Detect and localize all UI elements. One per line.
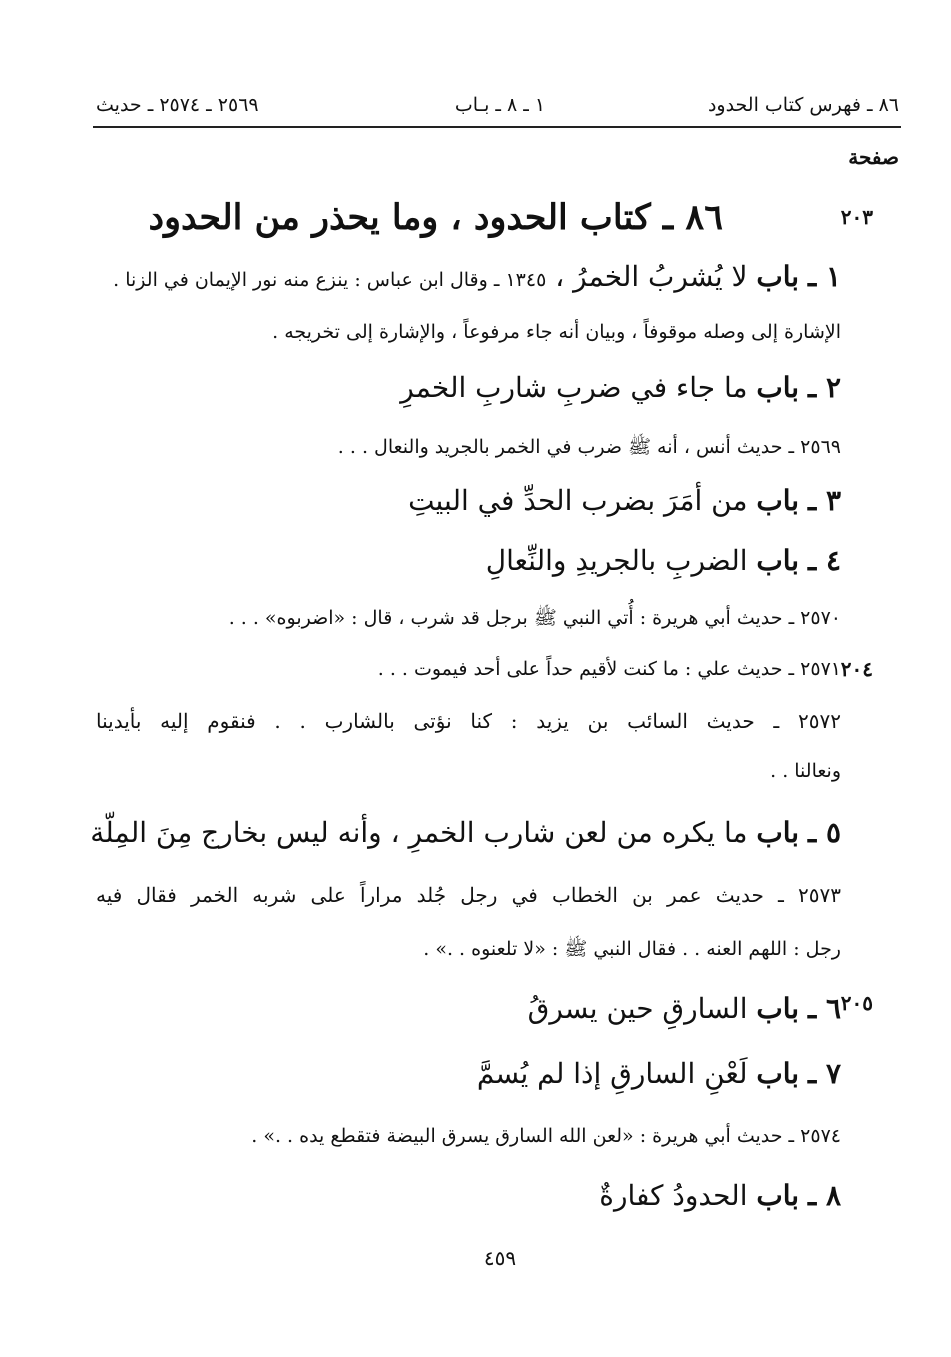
chapter-keyword: باب [756, 371, 800, 404]
book-title: ٨٦ ـ كتاب الحدود ، وما يحذر من الحدود [148, 197, 723, 238]
page-ref-204: ٢٠٤ [840, 657, 873, 681]
chapter-title: السارقِ حين يسرقُ [527, 992, 748, 1025]
chapter-6 [528, 988, 841, 1030]
chapter-keyword: باب [756, 816, 800, 849]
hadith-2570: ٢٥٧٠ ـ حديث أبي هريرة : أُتي النبي ﷺ برجل قد شرب ، قال : «اضربوه» . . . [228, 607, 841, 629]
chapter-1 [113, 256, 841, 301]
chapter-number: ٧ ـ [808, 1057, 841, 1090]
entry-note-1b: الإشارة إلى وصله موقوفاً ، وبيان أنه جاء مرفوعاً ، والإشارة إلى تخريجه . [272, 321, 841, 343]
chapter-title: ما جاء في ضربِ شاربِ الخمرِ [400, 371, 748, 404]
running-header-right: ٨٦ ـ فهرس كتاب الحدود [707, 94, 899, 116]
chapter-title: من أمَرَ بضرب الحدِّ في البيتِ [408, 484, 748, 517]
page-ref-203: ٢٠٣ [840, 205, 873, 229]
chapter-7 [477, 1053, 841, 1095]
chapter-title: الضربِ بالجريدِ والنِّعالِ [485, 544, 748, 577]
chapter-number: ١ ـ [808, 260, 841, 293]
page-number: ٤٥٩ [483, 1246, 517, 1270]
hadith-2571: ٢٥٧١ ـ حديث علي : ما كنت لأقيم حداً على أحد فيموت . . . [377, 658, 841, 680]
chapter-number: ٦ ـ [808, 992, 841, 1025]
chapter-8 [599, 1175, 841, 1217]
chapter-keyword: باب [756, 260, 800, 293]
hadith-2569: ٢٥٦٩ ـ حديث أنس ، أنه ﷺ ضرب في الخمر بالجريد والنعال . . . [337, 436, 841, 458]
chapter-2 [400, 367, 841, 409]
chapter-keyword: باب [756, 544, 800, 577]
chapter-number: ٤ ـ [808, 544, 841, 577]
chapter-number: ٨ ـ [808, 1179, 841, 1212]
chapter-keyword: باب [756, 484, 800, 517]
hadith-2573-line-1: ٢٥٧٣ ـ حديث عمر بن الخطاب في رجل جُلد مراراً على شربه الخمر فقال فيه [96, 883, 841, 907]
chapter-title: لا يُشربُ الخمرُ ، [555, 260, 748, 293]
chapter-3 [408, 480, 841, 522]
chapter-number: ٢ ـ [808, 371, 841, 404]
chapter-5 [90, 812, 841, 854]
header-rule [93, 126, 901, 128]
page-column-label: صفحة [848, 145, 899, 169]
chapter-number: ٣ ـ [808, 484, 841, 517]
page-ref-205: ٢٠٥ [840, 991, 873, 1015]
chapter-title: الحدودُ كفارةٌ [599, 1179, 748, 1212]
chapter-4 [486, 540, 841, 582]
hadith-2572-line-2: ونعالنا . . [770, 760, 841, 782]
chapter-note: ١٣٤٥ ـ وقال ابن عباس : ينزع منه نور الإيمان في الزنا . [113, 269, 547, 291]
chapter-keyword: باب [756, 992, 800, 1025]
hadith-2572-line-1: ٢٥٧٢ ـ حديث السائب بن يزيد : كنا نؤتى بالشارب . . فنقوم إليه بأيدينا [96, 709, 841, 733]
running-header-center: ١ ـ ٨ ـ بـاب [454, 94, 546, 116]
chapter-keyword: باب [756, 1057, 800, 1090]
chapter-keyword: باب [756, 1179, 800, 1212]
chapter-title: ما يكره من لعن شارب الخمرِ ، وأنه ليس بخارج مِنَ المِلّة [90, 816, 748, 849]
chapter-number: ٥ ـ [808, 816, 841, 849]
running-header-left: ٢٥٦٩ ـ ٢٥٧٤ ـ حديث [96, 94, 259, 116]
chapter-title: لَعْنِ السارقِ إذا لم يُسمَّ [476, 1057, 748, 1090]
hadith-2574: ٢٥٧٤ ـ حديث أبي هريرة : «لعن الله السارق يسرق البيضة فتقطع يده . .» . [251, 1125, 841, 1147]
hadith-2573-line-2: رجل : اللهم العنه . . فقال النبي ﷺ : «لا تلعنوه . .» . [423, 938, 841, 960]
